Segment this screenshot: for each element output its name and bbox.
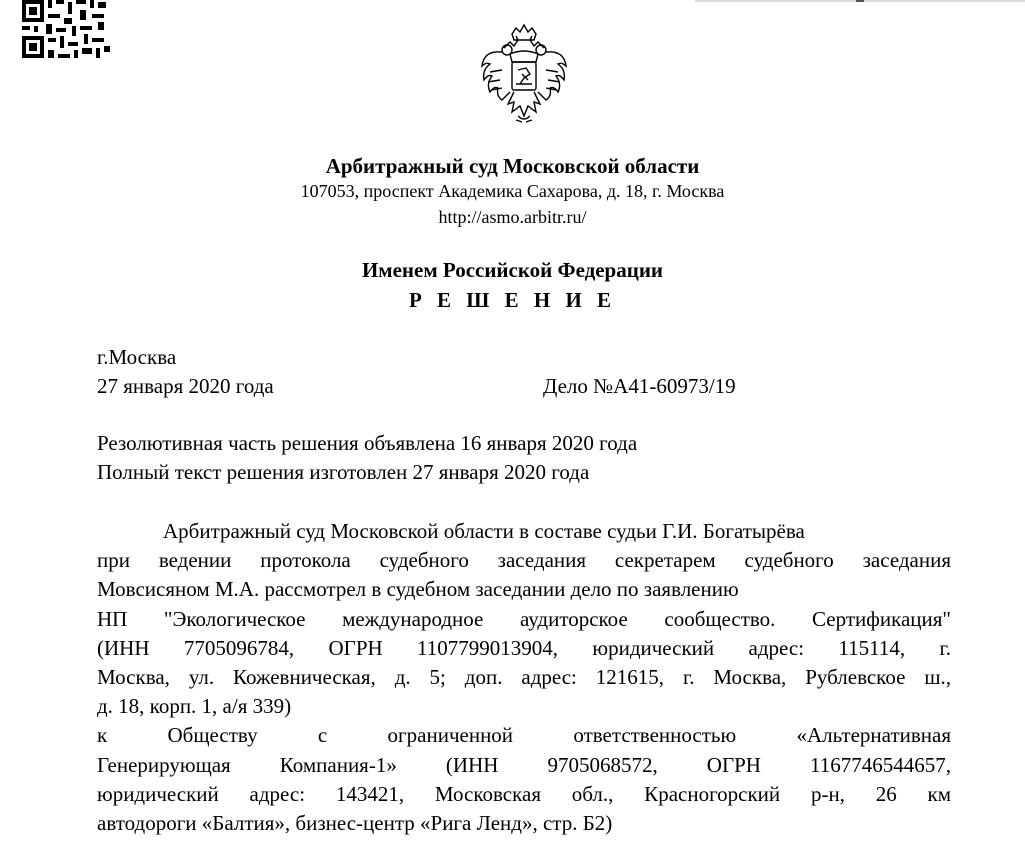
- body-line: НП "Экологическое международное аудиторское сообщество. Сертификация": [97, 606, 951, 631]
- decision-title: Р Е Ш Е Н И Е: [408, 288, 617, 312]
- body-line: юридический адрес: 143421, Московская обл., Красногорский р-н, 26 км: [97, 781, 951, 806]
- full-text-made-line: Полный текст решения изготовлен 27 января 2020 года: [97, 460, 590, 484]
- decision-date: 27 января 2020 года: [97, 374, 274, 398]
- qr-code: [18, 0, 113, 64]
- city-label: г.Москва: [97, 345, 177, 369]
- body-line: Мовсисяном М.А. рассмотрел в судебном заседании дело по заявлению: [97, 577, 739, 602]
- body-line: (ИНН 7705096784, ОГРН 1107799013904, юридический адрес: 115114, г.: [97, 635, 951, 660]
- in-name-heading: Именем Российской Федерации: [361, 258, 664, 282]
- coat-of-arms-emblem: [474, 22, 574, 126]
- case-number: Дело №А41-60973/19: [543, 374, 736, 398]
- body-line: автодороги «Балтия», бизнес-центр «Рига Ленд», стр. Б2): [97, 811, 613, 836]
- court-url[interactable]: http://asmo.arbitr.ru/: [438, 207, 587, 227]
- decision-body-paragraph: [97, 517, 951, 838]
- body-line: Москва, ул. Кожевническая, д. 5; доп. адрес: 121615, г. Москва, Рублевское ш.,: [97, 665, 951, 690]
- body-line: Арбитражный суд Московской области в составе судьи Г.И. Богатырёва: [163, 519, 805, 543]
- top-border-mark: [856, 0, 864, 2]
- court-name: Арбитражный суд Московской области: [325, 154, 700, 178]
- body-line: д. 18, корп. 1, а/я 339): [97, 694, 292, 719]
- court-address: 107053, проспект Академика Сахарова, д. 18, г. Москва: [300, 181, 725, 201]
- body-line: к Обществу с ограниченной ответственностью «Альтернативная: [97, 723, 951, 748]
- body-line: Генерирующая Компания-1» (ИНН 9705068572, ОГРН 1167746544657,: [97, 752, 951, 777]
- resolution-announced-line: Резолютивная часть решения объявлена 16 января 2020 года: [97, 431, 638, 455]
- body-line: при ведении протокола судебного заседания секретарем судебного заседания: [97, 548, 951, 573]
